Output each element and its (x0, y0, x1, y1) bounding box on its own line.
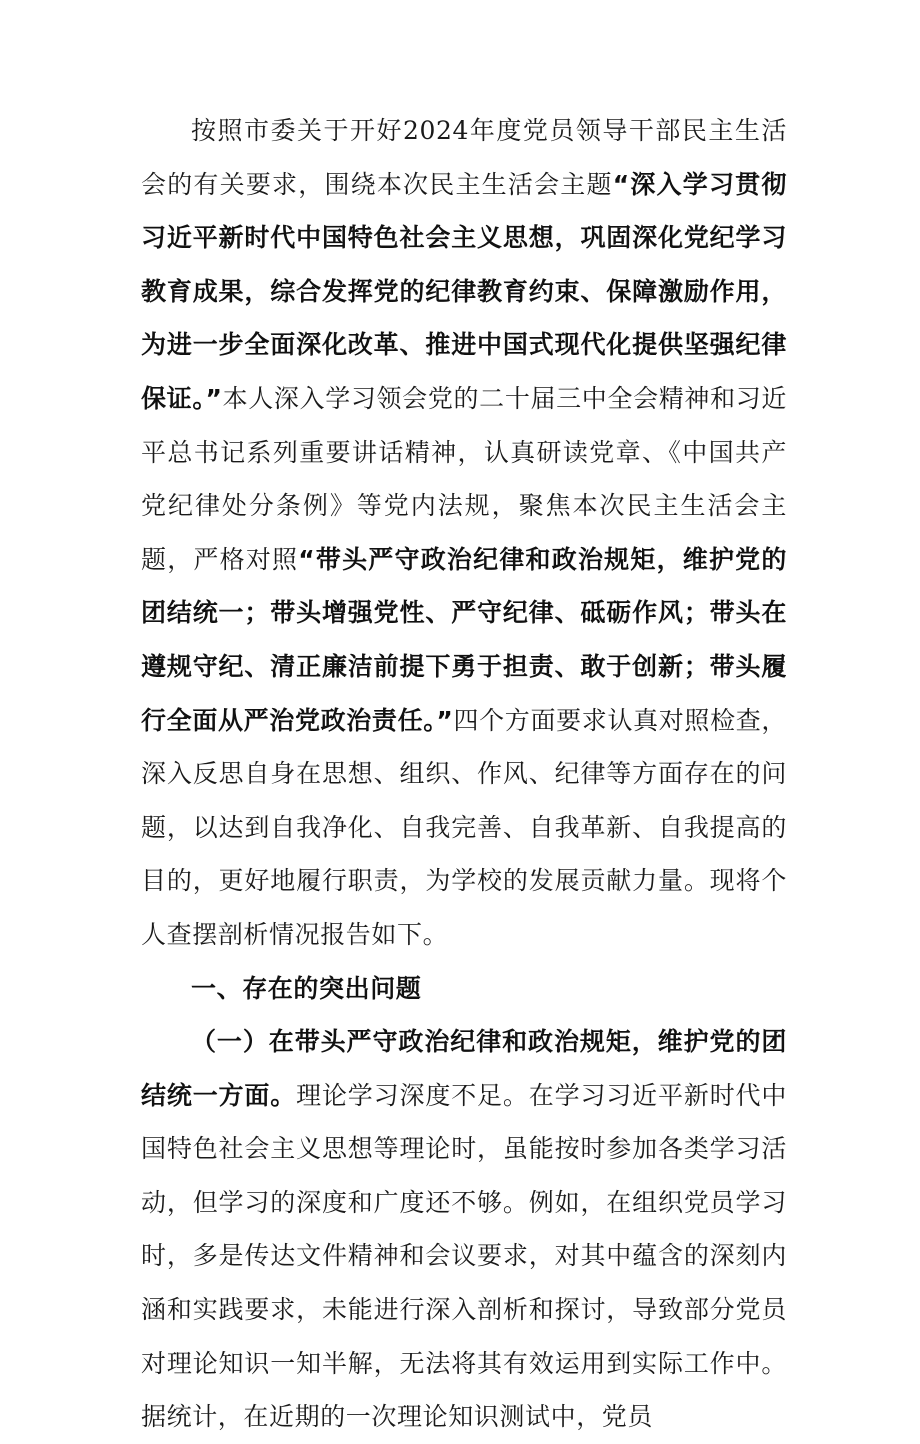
intro-text-1: 按照市委关于开好2024年度党员领导干部民主生活会的有关要求，围绕本次民主生活会主题 (141, 116, 787, 199)
intro-text-2: 本人深入学习领会党的二十届三中全会精神和习近平总书记系列重要讲话精神，认真研读党章、《中国共产党纪律处分条例》等党内法规，聚焦本次民主生活会主题，严格对照 (141, 383, 787, 574)
subsection-heading: （一）在带头严守政治纪律和政治规矩，维护党的团结统一方面。 (141, 1027, 787, 1110)
issue-text-1: 理论学习深度不足。在学习习近平新时代中国特色社会主义思想等理论时，虽能按时参加各类学习活动，但学习的深度和广度还不够。例如，在组织党员学习时，多是传达文件精神和会议要求，对其中蕴含的深刻内涵和实践要求，未能进行深入剖析和探讨，导致部分党员对理论知识一知半解，无法将其有效运用到实际工作中。据统计，在近期的一次理论知识测试中，党员 (141, 1080, 787, 1432)
intro-text-3: 四个方面要求认真对照检查，深入反思自身在思想、组织、作风、纪律等方面存在的问题，以达到自我净化、自我完善、自我革新、自我提高的目的，更好地履行职责，为学校的发展贡献力量。现将个人查摆剖析情况报告如下。 (141, 705, 787, 949)
section-heading: 一、存在的突出问题 (191, 973, 422, 1003)
document-body (141, 104, 787, 1444)
issue-paragraph-1 (141, 1015, 787, 1444)
intro-paragraph (141, 104, 787, 962)
meeting-theme-quote: “深入学习贯彻习近平新时代中国特色社会主义思想，巩固深化党纪学习教育成果，综合发挥党的纪律教育约束、保障激励作用，为进一步全面深化改革、推进中国式现代化提供坚强纪律保证。” (141, 169, 787, 413)
four-requirements-quote: “带头严守政治纪律和政治规矩，维护党的团结统一；带头增强党性、严守纪律、砥砺作风；带头在遵规守纪、清正廉洁前提下勇于担责、敢于创新；带头履行全面从严治党政治责任。” (141, 544, 787, 735)
